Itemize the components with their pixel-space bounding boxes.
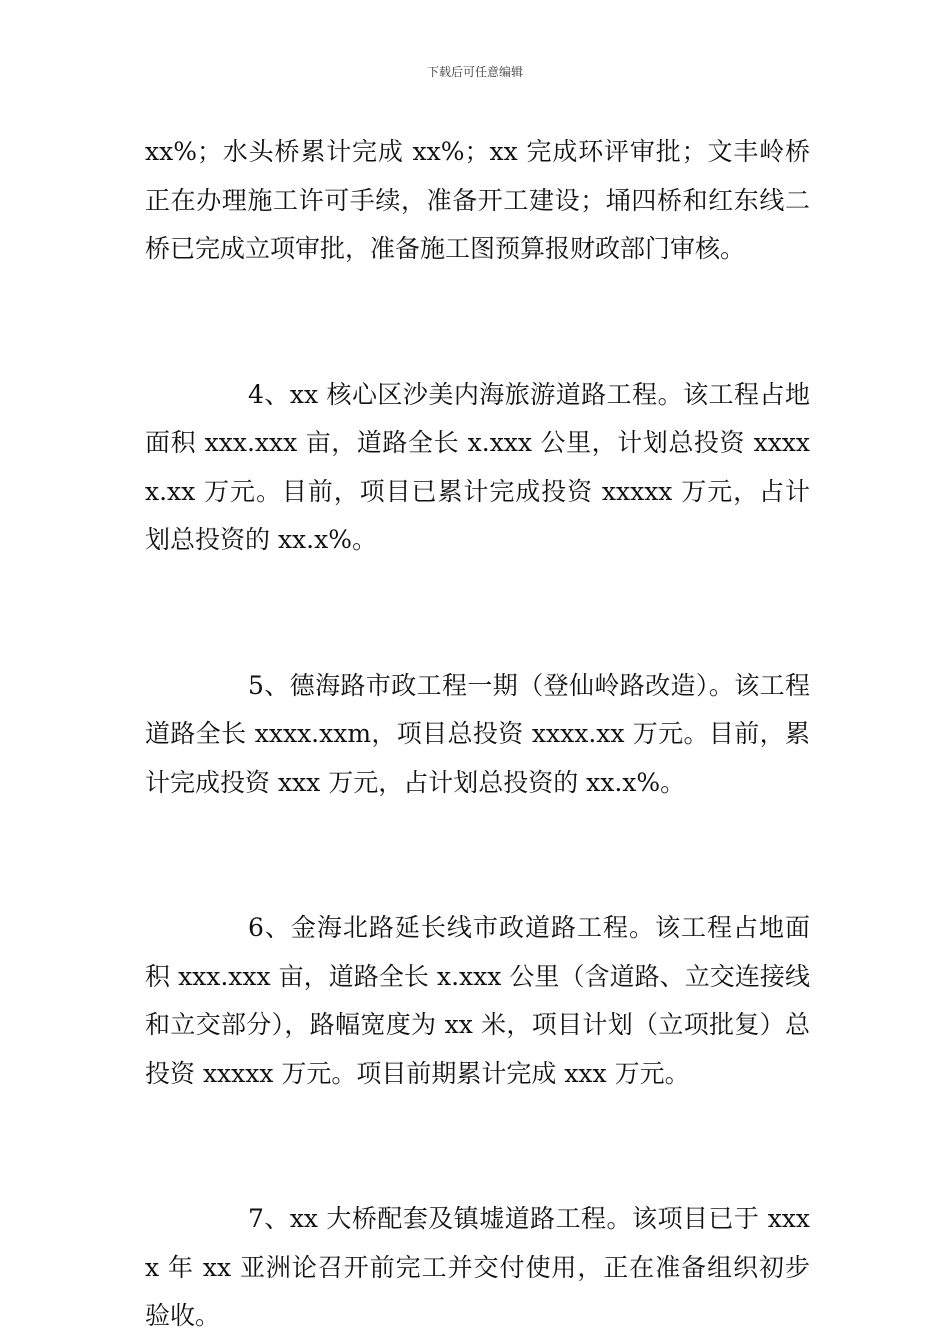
document-body: [145, 128, 810, 1341]
paragraph-item-4: 4、xx 核心区沙美内海旅游道路工程。该工程占地面积 xxx.xxx 亩，道路全长 x.xxx 公里，计划总投资 xxxxx.xx 万元。目前，项目已累计完成投资 xxxxx 万元，占计划总投资的 xx.x%。: [145, 379, 810, 554]
paragraph-item-6: 6、金海北路延长线市政道路工程。该工程占地面积 xxx.xxx 亩，道路全长 x.xxx 公里（含道路、立交连接线和立交部分），路幅宽度为 xx 米，项目计划（立项批复）总投资 xxxxx 万元。项目前期累计完成 xxx 万元。: [145, 913, 810, 1088]
page-header: 下载后可任意编辑: [426, 65, 523, 79]
paragraph-continued: xx%；水头桥累计完成 xx%；xx 完成环评审批；文丰岭桥正在办理施工许可手续，准备开工建设；埇四桥和红东线二桥已完成立项审批，准备施工图预算报财政部门审核。: [145, 137, 810, 263]
paragraph-item-7: 7、xx 大桥配套及镇墟道路工程。该项目已于 xxxx 年 xx 亚洲论召开前完工并交付使用，正在准备组织初步验收。: [145, 1204, 810, 1330]
paragraph-item-5: 5、德海路市政工程一期（登仙岭路改造）。该工程道路全长 xxxx.xxm，项目总投资 xxxx.xx 万元。目前，累计完成投资 xxx 万元，占计划总投资的 xx.x%。: [145, 670, 810, 797]
